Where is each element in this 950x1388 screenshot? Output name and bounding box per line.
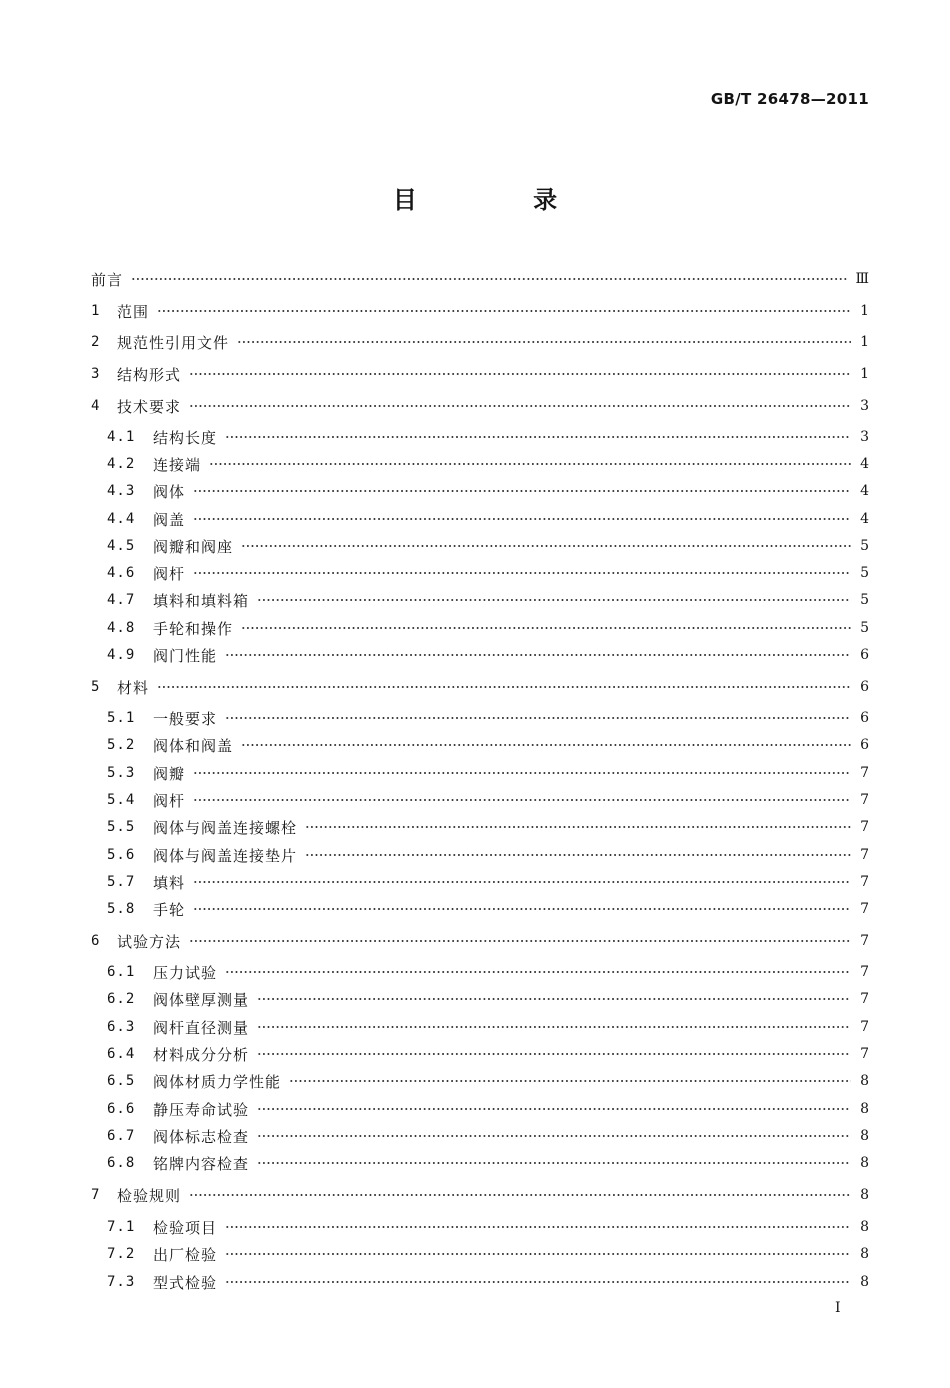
toc-entry-number: 4.9: [107, 647, 136, 663]
toc-entry-number: 7: [91, 1187, 100, 1203]
toc-entry-number: 6.1: [107, 964, 136, 980]
toc-entry-number: 4.6: [107, 565, 136, 581]
toc-entry-page: 8: [860, 1187, 869, 1203]
toc-entry[interactable]: [107, 1214, 869, 1240]
toc-entry-page: 8: [860, 1246, 869, 1262]
toc-entry-number: 7.2: [107, 1246, 136, 1262]
toc-entry[interactable]: [107, 533, 869, 559]
dot-leader: [193, 518, 851, 520]
toc-entry-label: 手轮: [153, 900, 186, 919]
dot-leader: [257, 599, 851, 601]
toc-entry-label: 阀门性能: [153, 646, 218, 665]
toc-entry-page: 4: [860, 511, 869, 527]
toc-entry[interactable]: [107, 1269, 869, 1295]
dot-leader: [257, 1053, 851, 1055]
dot-leader: [193, 772, 851, 774]
toc-entry-number: 5.4: [107, 792, 136, 808]
toc-entry[interactable]: [107, 451, 869, 477]
toc-entry[interactable]: [107, 760, 869, 786]
toc-entry-label: 结构形式: [117, 365, 182, 384]
toc-entry-page: 7: [860, 765, 869, 781]
toc-entry[interactable]: [107, 1041, 869, 1067]
toc-entry-page: 7: [860, 847, 869, 863]
toc-entry-page: 7: [860, 1046, 869, 1062]
toc-entry-page: 8: [860, 1219, 869, 1235]
toc-entry[interactable]: [107, 986, 869, 1012]
dot-leader: [225, 436, 851, 438]
dot-leader: [193, 908, 851, 910]
dot-leader: [193, 572, 851, 574]
toc-entry-label: 阀体标志检查: [153, 1127, 250, 1146]
toc-entry-page: 7: [860, 874, 869, 890]
toc-entry[interactable]: [91, 266, 869, 292]
toc-entry-number: 5.6: [107, 847, 136, 863]
toc-entry[interactable]: [107, 732, 869, 758]
toc-entry-page: 3: [860, 429, 869, 445]
toc-entry[interactable]: [107, 615, 869, 641]
toc-entry-page: 1: [860, 303, 869, 319]
toc-entry-number: 4.8: [107, 620, 136, 636]
toc-entry-page: 6: [860, 737, 869, 753]
dot-leader: [131, 278, 847, 280]
toc-entry-label: 范围: [117, 302, 150, 321]
standard-code: GB/T 26478—2011: [710, 90, 869, 108]
toc-entry-number: 5: [91, 679, 100, 695]
page-number: I: [835, 1300, 841, 1316]
dot-leader: [241, 545, 851, 547]
toc-entry-page: 7: [860, 792, 869, 808]
toc-entry[interactable]: [91, 298, 869, 324]
dot-leader: [225, 1226, 851, 1228]
toc-entry[interactable]: [107, 1014, 869, 1040]
dot-leader: [257, 1135, 851, 1137]
toc-entry-page: Ⅲ: [855, 271, 869, 287]
toc-entry-number: 7.3: [107, 1274, 136, 1290]
toc-entry-number: 4: [91, 398, 100, 414]
toc-entry-number: 4.2: [107, 456, 136, 472]
toc-entry-label: 阀体: [153, 482, 186, 501]
toc-entry-number: 5.8: [107, 901, 136, 917]
toc-entry-number: 6.3: [107, 1019, 136, 1035]
toc-entry-number: 5.1: [107, 710, 136, 726]
toc-entry-label: 阀体和阀盖: [153, 736, 234, 755]
toc-entry-number: 5.3: [107, 765, 136, 781]
toc-entry-page: 5: [860, 620, 869, 636]
toc-entry[interactable]: [91, 928, 869, 954]
toc-entry-page: 5: [860, 592, 869, 608]
toc-entry[interactable]: [107, 842, 869, 868]
toc-entry[interactable]: [107, 1123, 869, 1149]
toc-entry[interactable]: [107, 560, 869, 586]
dot-leader: [305, 826, 851, 828]
toc-entry-number: 5.2: [107, 737, 136, 753]
toc-entry-number: 6: [91, 933, 100, 949]
dot-leader: [157, 686, 851, 688]
toc-entry-label: 铭牌内容检查: [153, 1154, 250, 1173]
toc-entry-page: 6: [860, 710, 869, 726]
toc-title: 目 录: [392, 186, 612, 214]
toc-entry[interactable]: [91, 674, 869, 700]
toc-entry-label: 连接端: [153, 455, 202, 474]
toc-entry[interactable]: [107, 959, 869, 985]
dot-leader: [305, 854, 851, 856]
toc-entry-page: 1: [860, 366, 869, 382]
toc-entry-page: 5: [860, 565, 869, 581]
dot-leader: [225, 1253, 851, 1255]
dot-leader: [157, 310, 851, 312]
toc-entry-label: 压力试验: [153, 963, 218, 982]
toc-entry-page: 6: [860, 679, 869, 695]
toc-entry-page: 8: [860, 1155, 869, 1171]
toc-entry-number: 6.4: [107, 1046, 136, 1062]
dot-leader: [241, 744, 851, 746]
dot-leader: [241, 627, 851, 629]
toc-entry-page: 6: [860, 647, 869, 663]
toc-entry-number: 2: [91, 334, 100, 350]
dot-leader: [193, 799, 851, 801]
toc-entry-label: 技术要求: [117, 397, 182, 416]
toc-entry[interactable]: [107, 506, 869, 532]
toc-entry[interactable]: [107, 587, 869, 613]
toc-entry-label: 手轮和操作: [153, 619, 234, 638]
toc-entry-number: 4.1: [107, 429, 136, 445]
toc-entry-number: 7.1: [107, 1219, 136, 1235]
dot-leader: [237, 341, 851, 343]
toc-entry-label: 出厂检验: [153, 1245, 218, 1264]
dot-leader: [189, 405, 851, 407]
toc-entry[interactable]: [91, 1182, 869, 1208]
dot-leader: [209, 463, 851, 465]
toc-entry-label: 结构长度: [153, 428, 218, 447]
toc-entry-label: 规范性引用文件: [117, 333, 230, 352]
toc-entry[interactable]: [107, 814, 869, 840]
dot-leader: [225, 971, 851, 973]
toc-entry-number: 5.7: [107, 874, 136, 890]
dot-leader: [193, 881, 851, 883]
dot-leader: [225, 1281, 851, 1283]
dot-leader: [225, 654, 851, 656]
toc-entry-page: 8: [860, 1101, 869, 1117]
dot-leader: [257, 1108, 851, 1110]
toc-entry-page: 3: [860, 398, 869, 414]
toc-entry-number: 3: [91, 366, 100, 382]
toc-entry-page: 8: [860, 1274, 869, 1290]
toc-entry[interactable]: [107, 705, 869, 731]
toc-entry-page: 8: [860, 1128, 869, 1144]
toc-entry-number: 6.6: [107, 1101, 136, 1117]
toc-entry-page: 8: [860, 1073, 869, 1089]
toc-entry[interactable]: [107, 424, 869, 450]
toc-entry[interactable]: [107, 642, 869, 668]
dot-leader: [189, 940, 851, 942]
toc-entry-label: 阀瓣: [153, 764, 186, 783]
toc-entry-number: 4.3: [107, 483, 136, 499]
toc-entry-label: 静压寿命试验: [153, 1100, 250, 1119]
toc-entry-label: 填料: [153, 873, 186, 892]
toc-entry-label: 阀瓣和阀座: [153, 537, 234, 556]
toc-entry-page: 7: [860, 964, 869, 980]
toc-entry-page: 7: [860, 1019, 869, 1035]
toc-entry-label: 型式检验: [153, 1273, 218, 1292]
toc-entry-page: 7: [860, 901, 869, 917]
toc-entry-label: 填料和填料箱: [153, 591, 250, 610]
dot-leader: [225, 717, 851, 719]
toc-entry-page: 7: [860, 819, 869, 835]
toc-entry-label: 阀体材质力学性能: [153, 1072, 282, 1091]
toc-entry-page: 5: [860, 538, 869, 554]
toc-entry-label: 一般要求: [153, 709, 218, 728]
dot-leader: [257, 1162, 851, 1164]
toc-entry-label: 阀杆直径测量: [153, 1018, 250, 1037]
toc-entry[interactable]: [107, 1096, 869, 1122]
dot-leader: [257, 1026, 851, 1028]
toc-entry-number: 6.8: [107, 1155, 136, 1171]
toc-entry-number: 6.5: [107, 1073, 136, 1089]
toc-entry-page: 4: [860, 483, 869, 499]
toc-entry-number: 4.7: [107, 592, 136, 608]
toc-entry[interactable]: [107, 1068, 869, 1094]
dot-leader: [193, 490, 851, 492]
toc-entry[interactable]: [107, 869, 869, 895]
toc-entry-number: 6.2: [107, 991, 136, 1007]
toc-entry-label: 阀盖: [153, 510, 186, 529]
toc-entry[interactable]: [91, 329, 869, 355]
toc-entry-label: 阀杆: [153, 564, 186, 583]
toc-entry-page: 4: [860, 456, 869, 472]
toc-entry[interactable]: [107, 478, 869, 504]
toc-entry[interactable]: [107, 1150, 869, 1176]
toc-entry-label: 阀体壁厚测量: [153, 990, 250, 1009]
toc-entry-number: 4.5: [107, 538, 136, 554]
toc-entry-page: 7: [860, 933, 869, 949]
toc-entry-label: 材料: [117, 678, 150, 697]
dot-leader: [189, 1194, 851, 1196]
toc-entry-label: 前言: [91, 270, 124, 289]
toc-entry[interactable]: [107, 896, 869, 922]
toc-entry-number: 5.5: [107, 819, 136, 835]
toc-entry-label: 检验规则: [117, 1186, 182, 1205]
dot-leader: [289, 1080, 851, 1082]
toc-entry-label: 材料成分分析: [153, 1045, 250, 1064]
dot-leader: [257, 998, 851, 1000]
toc-entry-number: 4.4: [107, 511, 136, 527]
toc-entry-label: 试验方法: [117, 932, 182, 951]
toc-entry-label: 阀杆: [153, 791, 186, 810]
toc-entry-label: 阀体与阀盖连接螺栓: [153, 818, 298, 837]
toc-entry[interactable]: [91, 361, 869, 387]
toc-entry[interactable]: [91, 393, 869, 419]
toc-entry-page: 1: [860, 334, 869, 350]
toc-entry[interactable]: [107, 787, 869, 813]
toc-entry-number: 6.7: [107, 1128, 136, 1144]
toc-entry-label: 检验项目: [153, 1218, 218, 1237]
dot-leader: [189, 373, 851, 375]
toc-entry-label: 阀体与阀盖连接垫片: [153, 846, 298, 865]
toc-entry[interactable]: [107, 1241, 869, 1267]
toc-entry-number: 1: [91, 303, 100, 319]
toc-entry-page: 7: [860, 991, 869, 1007]
